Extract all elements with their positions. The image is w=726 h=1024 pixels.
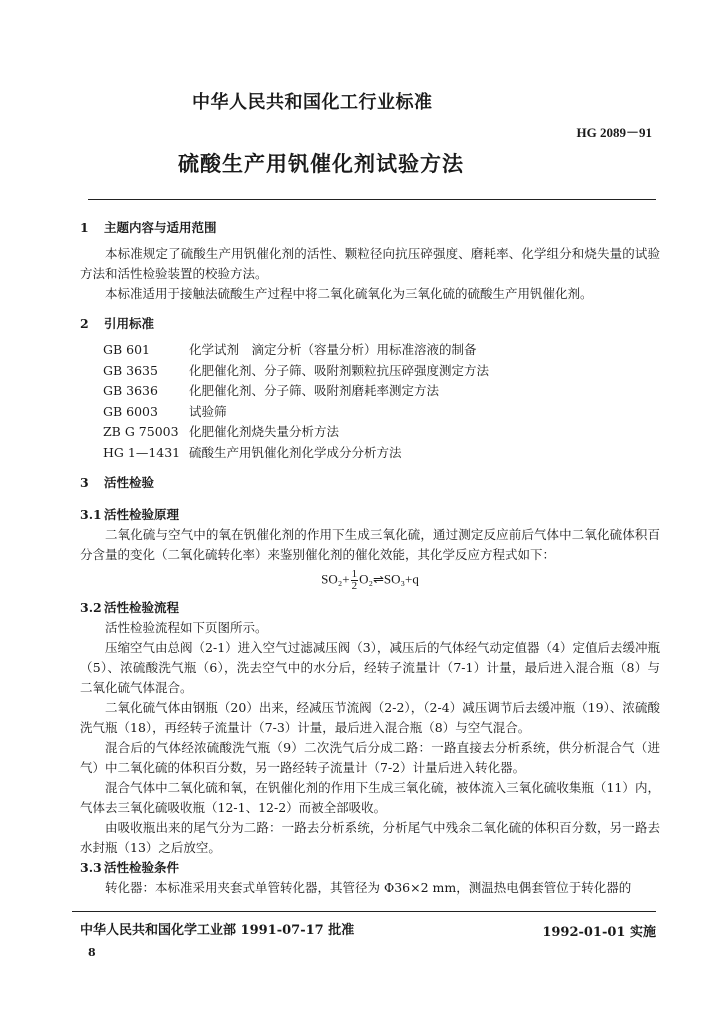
section-1-heading (80, 218, 660, 238)
section-title: 主题内容与适用范围 (104, 220, 217, 235)
paragraph: 混合气体中二氧化硫和氧，在钒催化剂的作用下生成三氧化硫，被体流入三氧化硫收集瓶（11）内，气体去三氧化硫吸收瓶（12-1、12-2）而被全部吸收。 (80, 780, 660, 815)
effective-date: 1992-01-01 实施 (542, 925, 656, 940)
paragraph: 活性检验流程如下页图所示。 (105, 620, 268, 635)
document-title: 硫酸生产用钒催化剂试验方法 (178, 151, 464, 176)
reference-item (103, 443, 660, 464)
section-number: 1 (80, 220, 89, 235)
reference-title: 化肥催化剂、分子筛、吸附剂颗粒抗压碎强度测定方法 (189, 362, 490, 378)
reference-code: GB 601 (103, 342, 151, 357)
document-body (80, 218, 660, 898)
reference-title: 试验筛 (189, 403, 227, 419)
reference-code: GB 3636 (103, 383, 158, 398)
reference-item (103, 422, 660, 443)
paragraph: 本标准规定了硫酸生产用钒催化剂的活性、颗粒径向抗压碎强度、磨耗率、化学组分和烧失量的试验方法和活性检验装置的校验方法。 (80, 246, 660, 281)
fraction (351, 569, 359, 592)
section-title: 引用标准 (104, 316, 155, 331)
reference-item (103, 381, 660, 402)
paragraph: 二氧化硫与空气中的氧在钒催化剂的作用下生成三氧化硫，通过测定反应前后气体中二氧化硫体积百分含量的变化（二氧化硫转化率）来鉴别催化剂的催化效能，其化学反应方程式如下： (80, 527, 660, 562)
section-number: 3 (80, 475, 89, 490)
page-number: 8 (88, 946, 96, 959)
reference-item (103, 361, 660, 382)
paragraph: 压缩空气由总阀（2-1）进入空气过滤减压阀（3），减压后的气体经气动定值器（4）定值后去缓冲瓶（5）、浓硫酸洗气瓶（6），洗去空气中的水分后，经转子流量计（7-1）计量，最后进入混合瓶（8）与二氧化硫气体混合。 (80, 640, 660, 695)
section-3-heading (80, 473, 660, 493)
paragraph: 转化器：本标准采用夹套式单管转化器，其管径为 Φ36×2 mm，测温热电偶套管位于转化器的 (105, 880, 632, 895)
reference-item (103, 402, 660, 423)
subsection-number: 3.1 (80, 507, 102, 522)
reference-title: 化学试剂 滴定分析（容量分析）用标准溶液的制备 (189, 342, 477, 357)
reference-code: ZB G 75003 (103, 424, 179, 439)
fraction-numerator: 1 (351, 568, 358, 580)
subsection-number: 3.2 (80, 600, 102, 615)
subsection-number: 3.3 (80, 860, 102, 875)
approval-line: 中华人民共和国化学工业部 1991-07-17 批准 (80, 923, 355, 938)
reference-title: 硫酸生产用钒催化剂化学成分分析方法 (189, 444, 402, 460)
equation-right: O₂⇌SO₃+q (359, 571, 419, 587)
paragraph: 混合后的气体经浓硫酸洗气瓶（9）二次洗气后分成二路：一路直接去分析系统，供分析混合气（进气）中二氧化硫的体积百分数，另一路经转子流量计（7-2）计量后进入转化器。 (80, 740, 660, 775)
reference-title: 化肥催化剂、分子筛、吸附剂磨耗率测定方法 (189, 383, 440, 398)
paragraph: 由吸收瓶出来的尾气分为二路：一路去分析系统，分析尾气中残余二氧化硫的体积百分数，另一路去水封瓶（13）之后放空。 (80, 820, 660, 855)
reference-code: GB 3635 (103, 362, 158, 378)
reference-item (103, 340, 660, 361)
subsection-3-3-heading (80, 858, 660, 878)
reference-code: GB 6003 (103, 403, 158, 419)
header-rule (88, 199, 656, 200)
subsection-3-1-heading (80, 505, 660, 525)
reference-title: 化肥催化剂烧失量分析方法 (189, 424, 340, 439)
subsection-title: 活性检验流程 (104, 600, 180, 615)
section-2-heading (80, 314, 660, 334)
section-title: 活性检验 (104, 475, 155, 490)
subsection-3-2-heading (80, 598, 660, 618)
paragraph: 二氧化硫气体由钢瓶（20）出来，经减压节流阀（2-2），（2-4）减压调节后去缓冲瓶（19）、浓硫酸洗气瓶（18），再经转子流量计（7-3）计量，最后进入混合瓶（8）与空气混合。 (80, 700, 660, 735)
fraction-denominator: 2 (351, 580, 358, 592)
section-number: 2 (80, 316, 89, 331)
paragraph: 本标准适用于接触法硫酸生产过程中将二氧化硫氧化为三氧化硫的硫酸生产用钒催化剂。 (105, 286, 593, 301)
standard-code: HG 2089－91 (576, 125, 652, 140)
chemical-equation (80, 569, 660, 592)
footer-rule (72, 911, 656, 912)
standard-category: 中华人民共和国化工行业标准 (192, 92, 433, 113)
equation-left: SO₂+ (321, 571, 350, 587)
subsection-title: 活性检验条件 (104, 860, 180, 875)
subsection-title: 活性检验原理 (104, 507, 180, 522)
reference-code: HG 1—1431 (103, 444, 181, 460)
